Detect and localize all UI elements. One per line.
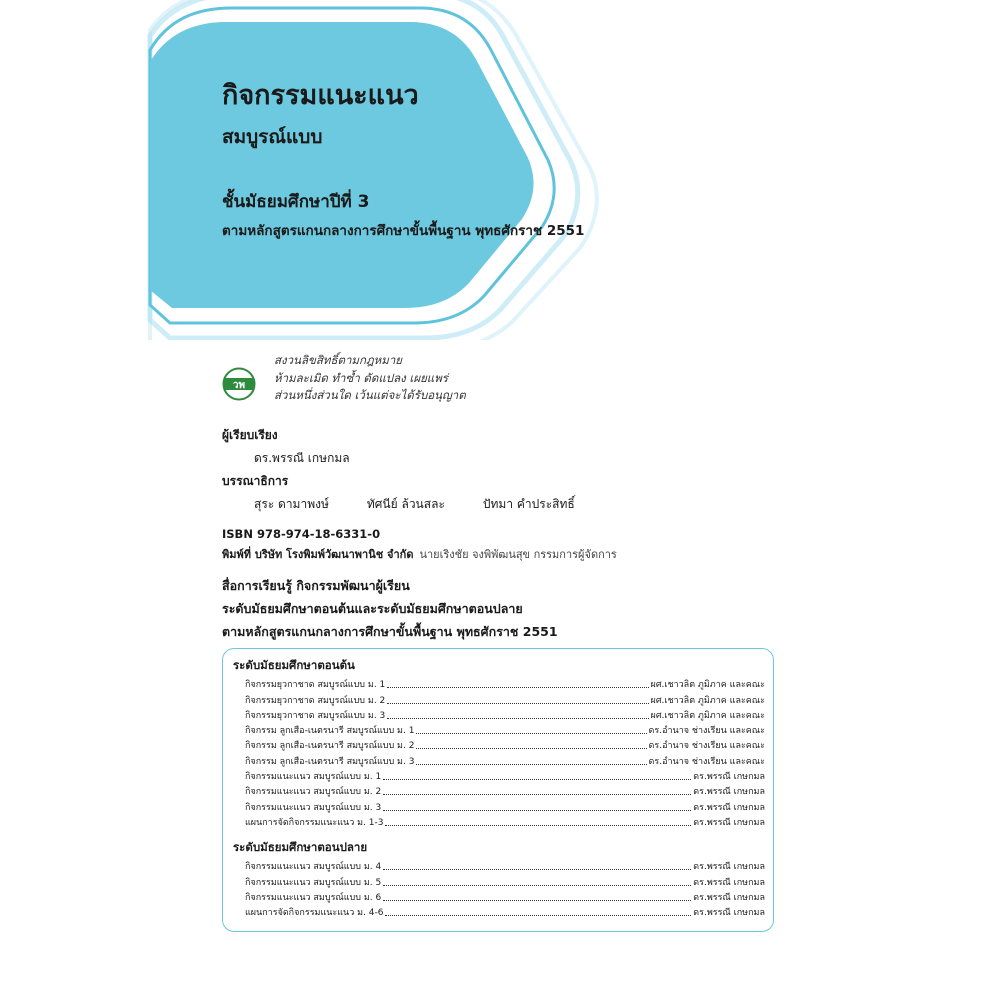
book-list-row <box>231 858 765 873</box>
media-line: ระดับมัธยมศึกษาตอนต้นและระดับมัธยมศึกษาตอนปลาย <box>222 601 523 616</box>
book-list-row <box>231 752 765 767</box>
media-line: ตามหลักสูตรแกนกลางการศึกษาขั้นพื้นฐาน พุทธศักราช 2551 <box>222 624 558 639</box>
book-title-entry: กิจกรรมแนะแนว สมบูรณ์แบบ ม. 3 <box>245 802 382 813</box>
book-author-entry: ดร.อำนาจ ช่างเรียน และคณะ <box>648 726 765 737</box>
credits-section <box>222 424 575 516</box>
editors-list <box>222 493 575 516</box>
editor-name: ทัศนีย์ ล้วนสละ <box>366 497 445 511</box>
book-author-entry: ดร.พรรณี เกษกมล <box>693 862 765 873</box>
cover-title-block <box>222 78 419 152</box>
publisher-logo-icon <box>222 367 256 401</box>
book-author-entry: ผศ.เชาวลิต ภูมิภาค และคณะ <box>650 680 765 691</box>
compiler-name: ดร.พรรณี เกษกมล <box>254 451 350 465</box>
dot-leader <box>387 718 648 719</box>
book-author-entry: ดร.อำนาจ ช่างเรียน และคณะ <box>648 756 765 767</box>
book-author-entry: ดร.พรรณี เกษกมล <box>693 908 765 919</box>
book-title-entry: กิจกรรมยุวกาชาด สมบูรณ์แบบ ม. 3 <box>245 710 386 721</box>
book-title: กิจกรรมแนะแนว <box>222 80 419 111</box>
book-title-entry: กิจกรรมแนะแนว สมบูรณ์แบบ ม. 6 <box>245 892 382 903</box>
book-list-row <box>231 707 765 722</box>
book-list-row <box>231 737 765 752</box>
editor-name: ปัทมา คำประสิทธิ์ <box>482 497 575 511</box>
book-subtitle: สมบูรณ์แบบ <box>222 126 323 148</box>
book-author-entry: ดร.พรรณี เกษกมล <box>693 877 765 888</box>
copyright-line: สงวนลิขสิทธิ์ตามกฎหมาย <box>274 353 403 367</box>
book-list-row <box>231 768 765 783</box>
dot-leader <box>383 885 691 886</box>
hexagon-fill-shape <box>150 22 534 308</box>
grade-level: ชั้นมัธยมศึกษาปีที่ 3 <box>222 192 370 212</box>
copyright-line: ห้ามละเมิด ทำซ้ำ ดัดแปลง เผยแพร่ <box>274 370 448 385</box>
book-title-entry: กิจกรรม ลูกเสือ-เนตรนารี สมบูรณ์แบบ ม. 2 <box>245 741 415 752</box>
dot-leader <box>416 764 646 765</box>
lower-secondary-list <box>231 676 765 829</box>
book-list-row <box>231 873 765 888</box>
book-list-row <box>231 783 765 798</box>
book-author-entry: ดร.พรรณี เกษกมล <box>693 892 765 903</box>
book-series-list <box>222 648 774 932</box>
upper-secondary-list <box>231 858 765 919</box>
compiler-label: ผู้เรียบเรียง <box>222 428 278 442</box>
book-list-row <box>231 889 765 904</box>
curriculum-line: ตามหลักสูตรแกนกลางการศึกษาขั้นพื้นฐาน พุทธศักราช 2551 <box>222 223 585 239</box>
book-title-entry: กิจกรรม ลูกเสือ-เนตรนารี สมบูรณ์แบบ ม. 1 <box>245 726 415 737</box>
learning-media-block <box>222 574 558 643</box>
book-title-entry: กิจกรรมแนะแนว สมบูรณ์แบบ ม. 1 <box>245 772 382 783</box>
copyright-line: ส่วนหนึ่งส่วนใด เว้นแต่จะได้รับอนุญาต <box>274 388 466 402</box>
book-title-entry: กิจกรรมแนะแนว สมบูรณ์แบบ ม. 4 <box>245 862 382 873</box>
book-list-row <box>231 798 765 813</box>
upper-secondary-title: ระดับมัธยมศึกษาตอนปลาย <box>233 839 368 854</box>
dot-leader <box>383 869 691 870</box>
editors-label: บรรณาธิการ <box>222 474 289 488</box>
dot-leader <box>383 794 691 795</box>
lower-secondary-title: ระดับมัธยมศึกษาตอนต้น <box>233 658 355 672</box>
book-title-entry: กิจกรรมยุวกาชาด สมบูรณ์แบบ ม. 1 <box>245 680 386 691</box>
book-title-entry: กิจกรรมยุวกาชาด สมบูรณ์แบบ ม. 2 <box>245 695 386 706</box>
book-title-entry: กิจกรรม ลูกเสือ-เนตรนารี สมบูรณ์แบบ ม. 3 <box>245 756 415 767</box>
dot-leader <box>387 703 648 704</box>
isbn: ISBN 978-974-18-6331-0 <box>222 527 381 541</box>
dot-leader <box>383 779 691 780</box>
book-list-row <box>231 676 765 691</box>
editor-name: สุระ ดามาพงษ์ <box>254 497 329 511</box>
dot-leader <box>416 748 646 749</box>
printer-line <box>222 545 617 563</box>
book-author-entry: ดร.พรรณี เกษกมล <box>693 802 765 813</box>
printer-manager: นายเริงชัย จงพิพัฒนสุข กรรมการผู้จัดการ <box>419 548 617 561</box>
copyright-lines <box>274 352 466 405</box>
book-title-entry: กิจกรรมแนะแนว สมบูรณ์แบบ ม. 5 <box>245 877 382 888</box>
dot-leader <box>383 810 691 811</box>
book-author-entry: ผศ.เชาวลิต ภูมิภาค และคณะ <box>650 695 765 706</box>
book-author-entry: ดร.พรรณี เกษกมล <box>693 817 765 828</box>
book-list-row <box>231 904 765 919</box>
dot-leader <box>383 900 691 901</box>
dot-leader <box>416 733 646 734</box>
hexagon-decoration <box>0 0 1000 340</box>
book-list-row <box>231 722 765 737</box>
book-title-entry: กิจกรรมแนะแนว สมบูรณ์แบบ ม. 2 <box>245 787 382 798</box>
book-author-entry: ดร.พรรณี เกษกมล <box>693 787 765 798</box>
book-list-row <box>231 691 765 706</box>
dot-leader <box>387 687 648 688</box>
publisher-logo-text: วพ <box>232 380 246 391</box>
book-author-entry: ดร.อำนาจ ช่างเรียน และคณะ <box>648 741 765 752</box>
media-line: สื่อการเรียนรู้ กิจกรรมพัฒนาผู้เรียน <box>222 578 410 593</box>
dot-leader <box>385 915 691 916</box>
book-author-entry: ดร.พรรณี เกษกมล <box>693 772 765 783</box>
book-title-entry: แผนการจัดกิจกรรมแนะแนว ม. 4-6 <box>245 908 384 919</box>
printer-name: พิมพ์ที่ บริษัท โรงพิมพ์วัฒนาพานิช จำกัด <box>222 548 414 561</box>
book-list-row <box>231 814 765 829</box>
book-author-entry: ผศ.เชาวลิต ภูมิภาค และคณะ <box>650 710 765 721</box>
book-title-entry: แผนการจัดกิจกรรมแนะแนว ม. 1-3 <box>245 817 384 828</box>
dot-leader <box>385 825 691 826</box>
